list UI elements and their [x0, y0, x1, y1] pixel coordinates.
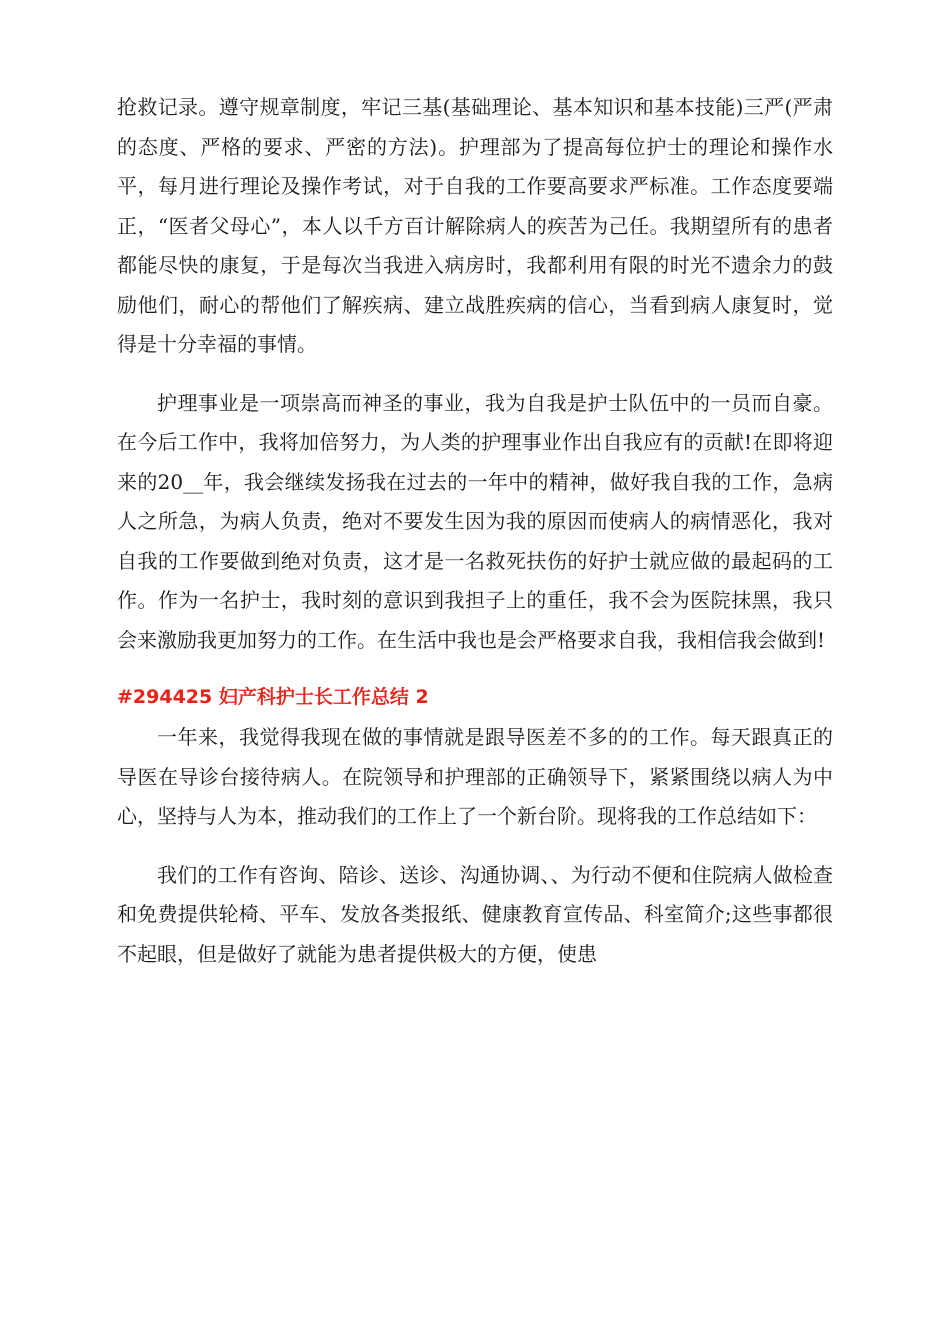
body-paragraph: 我们的工作有咨询、陪诊、送诊、沟通协调、、为行动不便和住院病人做检查和免费提供轮椅、平车、发放各类报纸、健康教育宣传品、科室简介;这些事都很不起眼，但是做好了就能为患者提供极大的方便，使患	[117, 862, 833, 966]
body-paragraph: 抢救记录。遵守规章制度，牢记三基(基础理论、基本知识和基本技能)三严(严肃的态度、严格的要求、严密的方法)。护理部为了提高每位护士的理论和操作水平，每月进行理论及操作考试，对于自我的工作要高要求严标准。工作态度要端正，“医者父母心”，本人以千方百计解除病人的疾苦为己任。我期望所有的患者都能尽快的康复，于是每次当我进入病房时，我都利用有限的时光不遗余力的鼓励他们，耐心的帮他们了解疾病、建立战胜疾病的信心，当看到病人康复时，觉得是十分幸福的事情。	[117, 95, 833, 356]
document-page	[117, 88, 833, 974]
body-paragraph: 护理事业是一项崇高而神圣的事业，我为自我是护士队伍中的一员而自豪。在今后工作中，我将加倍努力，为人类的护理事业作出自我应有的贡献!在即将迎来的20__年，我会继续发扬我在过去的一年中的精神，做好我自我的工作，急病人之所急，为病人负责，绝对不要发生因为我的原因而使病人的病情恶化，我对自我的工作要做到绝对负责，这才是一名救死扶伤的好护士就应做的最起码的工作。作为一名护士，我时刻的意识到我担子上的重任，我不会为医院抹黑，我只会来激励我更加努力的工作。在生活中我也是会严格要求自我，我相信我会做到!	[117, 390, 833, 652]
section-heading: #294425 妇产科护士长工作总结 2	[117, 686, 429, 708]
body-paragraph: 一年来，我觉得我现在做的事情就是跟导医差不多的的工作。每天跟真正的导医在导诊台接待病人。在院领导和护理部的正确领导下，紧紧围绕以病人为中心，坚持与人为本，推动我们的工作上了一个新台阶。现将我的工作总结如下：	[117, 725, 833, 828]
